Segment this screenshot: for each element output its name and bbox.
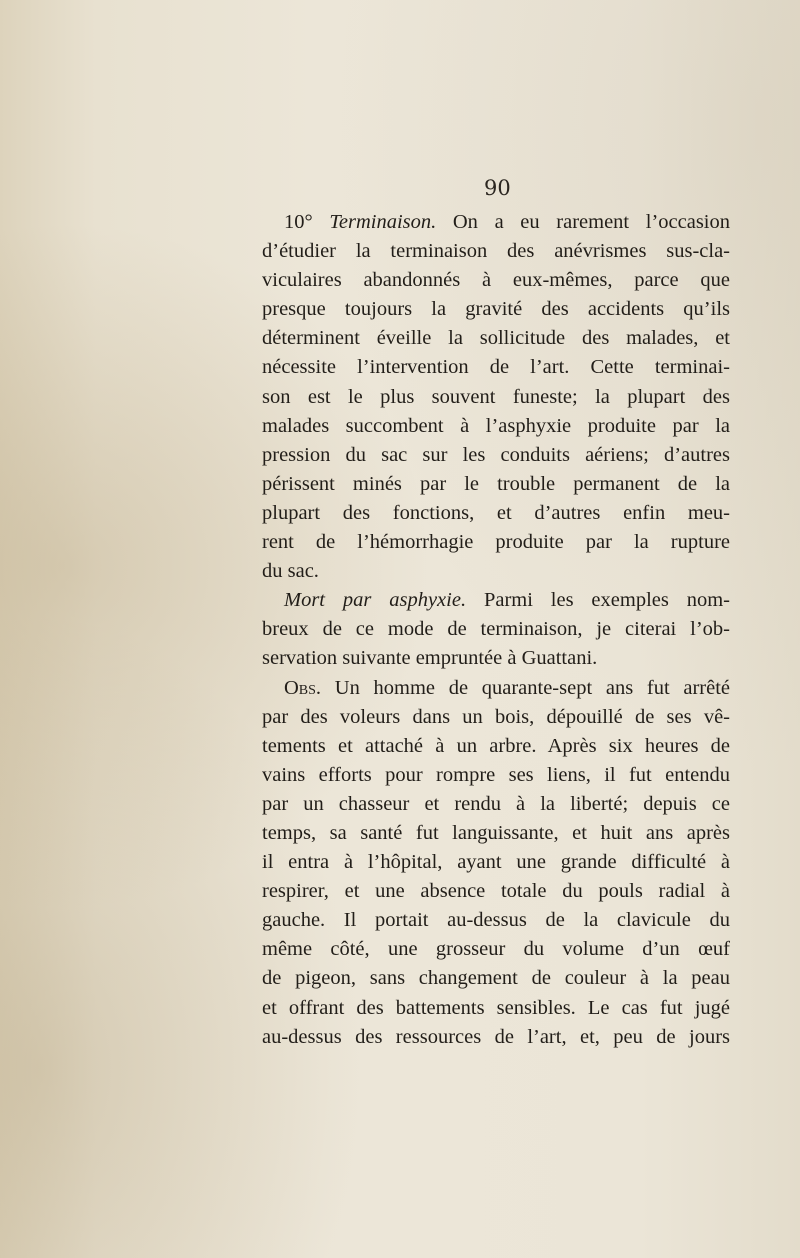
text-line: malades succombent à l’asphyxie produite par la <box>262 414 730 437</box>
page-number: 90 <box>484 176 511 200</box>
text-line: son est le plus souvent funeste; la plupart des <box>262 385 730 408</box>
text-line: gauche. Il portait au-dessus de la clavicule du <box>262 909 730 932</box>
text-line: Mort par asphyxie. Parmi les exemples nom- <box>284 589 730 612</box>
text-line: presque toujours la gravité des accidents qu’ils <box>262 298 730 321</box>
section-number: 10° <box>284 211 313 233</box>
text-line: d’étudier la terminaison des anévrismes sus-cla- <box>262 240 730 263</box>
text-line: plupart des fonctions, et d’autres enfin meu- <box>262 501 730 524</box>
paragraph-termination <box>262 208 730 586</box>
text-line: breux de ce mode de terminaison, je citerai l’ob- <box>262 618 730 641</box>
subsection-title: Mort par asphyxie. <box>284 589 467 612</box>
text-line: pression du sac sur les conduits aériens; d’autres <box>262 443 730 466</box>
text-line: périssent minés par le trouble permanent de la <box>262 472 730 495</box>
text-line: respirer, et une absence totale du pouls radial à <box>262 880 730 903</box>
text-line: au-dessus des ressources de l’art, et, peu de jours <box>262 1025 730 1048</box>
text-line: rent de l’hémorrhagie produite par la rupture <box>262 531 730 554</box>
paragraph-observation <box>262 674 730 1052</box>
text-line: Obs. Un homme de quarante-sept ans fut arrêté <box>284 676 730 699</box>
text-line: temps, sa santé fut languissante, et huit ans après <box>262 821 730 844</box>
text-line: servation suivante empruntée à Guattani. <box>262 647 598 670</box>
text-line: viculaires abandonnés à eux-mêmes, parce que <box>262 269 730 292</box>
text-line: et offrant des battements sensibles. Le cas fut jugé <box>262 996 730 1019</box>
section-title: Terminaison. <box>329 211 437 233</box>
text-line: nécessite l’intervention de l’art. Cette terminai- <box>262 356 730 379</box>
text-line: par un chasseur et rendu à la liberté; depuis ce <box>262 792 730 815</box>
observation-label: Obs. <box>284 676 322 699</box>
text-line: vains efforts pour rompre ses liens, il fut entendu <box>262 763 730 786</box>
text-line: par des voleurs dans un bois, dépouillé de ses vê- <box>262 705 730 728</box>
text-line: tements et attaché à un arbre. Après six heures de <box>262 734 730 757</box>
text-line: du sac. <box>262 560 319 583</box>
text-line: 10° Terminaison. On a eu rarement l’occasion <box>284 211 730 233</box>
text-line: de pigeon, sans changement de couleur à la peau <box>262 967 730 990</box>
text-line: déterminent éveille la sollicitude des malades, et <box>262 327 730 350</box>
text-line: même côté, une grosseur du volume d’un œuf <box>262 938 730 961</box>
paragraph-asphyxia <box>262 586 730 673</box>
text-line: il entra à l’hôpital, ayant une grande difficulté à <box>262 851 730 874</box>
body-text <box>262 208 730 1052</box>
